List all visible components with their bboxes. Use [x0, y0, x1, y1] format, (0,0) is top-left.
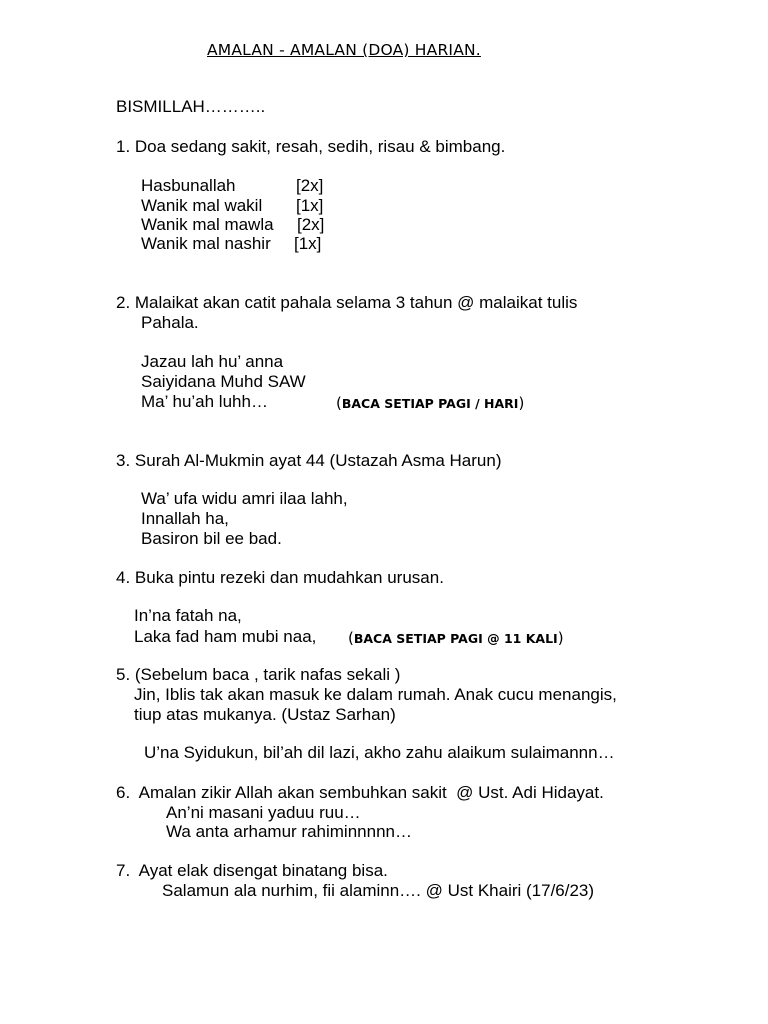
doa-line: [141, 215, 325, 235]
reading-note: (BACA SETIAP PAGI @ 11 KALI): [348, 629, 564, 647]
section-1-heading: 1. Doa sedang sakit, resah, sedih, risau & bimbang.: [116, 137, 506, 156]
doa-text: Wanik mal wakil: [141, 196, 263, 215]
doa-text: Hasbunallah: [141, 176, 236, 195]
doa-line: Innallah ha,: [141, 509, 229, 528]
doa-line: [141, 176, 324, 196]
section-2-heading-cont: Pahala.: [141, 313, 199, 332]
section-5-description: Jin, Iblis tak akan masuk ke dalam rumah. Anak cucu menangis,: [134, 685, 617, 704]
section-4-heading: 4. Buka pintu rezeki dan mudahkan urusan.: [116, 568, 444, 587]
section-2-heading: 2. Malaikat akan catit pahala selama 3 tahun @ malaikat tulis: [116, 293, 578, 312]
doa-text: Wanik mal mawla: [141, 215, 274, 234]
bismillah: BISMILLAH………..: [116, 97, 266, 116]
doa-line: Wa’ ufa widu amri ilaa lahh,: [141, 489, 348, 508]
doa-line: In’na fatah na,: [134, 606, 242, 625]
doa-line: Basiron bil ee bad.: [141, 529, 282, 548]
doa-line: Ma’ hu’ah luhh…: [141, 392, 268, 411]
section-5-heading: 5. (Sebelum baca , tarik nafas sekali ): [116, 665, 401, 684]
doa-line: Salamun ala nurhim, fii alaminn…. @ Ust Khairi (17/6/23): [162, 881, 595, 900]
doa-line: An’ni masani yaduu ruu…: [166, 803, 361, 822]
doa-line: Wa anta arhamur rahiminnnnn…: [166, 822, 412, 841]
repeat-count: [2x]: [297, 215, 325, 234]
doa-line: [141, 196, 324, 216]
doa-line: [141, 234, 322, 254]
doa-line: Laka fad ham mubi naa,: [134, 627, 317, 646]
doa-text: Wanik mal nashir: [141, 234, 271, 253]
reading-note: (BACA SETIAP PAGI / HARI): [336, 394, 525, 412]
doa-line: Saiyidana Muhd SAW: [141, 372, 306, 391]
section-7-heading: 7. Ayat elak disengat binatang bisa.: [116, 861, 388, 880]
repeat-count: [1x]: [294, 234, 322, 253]
repeat-count: [2x]: [296, 176, 324, 195]
doa-line: U’na Syidukun, bil’ah dil lazi, akho zahu alaikum sulaimannn…: [144, 743, 615, 762]
document-title: AMALAN - AMALAN (DOA) HARIAN.: [207, 41, 481, 59]
section-6-heading: 6. Amalan zikir Allah akan sembuhkan sakit @ Ust. Adi Hidayat.: [116, 783, 604, 802]
doa-line: Jazau lah hu’ anna: [141, 352, 284, 371]
section-5-description: tiup atas mukanya. (Ustaz Sarhan): [134, 705, 396, 724]
repeat-count: [1x]: [296, 196, 324, 215]
section-3-heading: 3. Surah Al-Mukmin ayat 44 (Ustazah Asma Harun): [116, 451, 502, 470]
